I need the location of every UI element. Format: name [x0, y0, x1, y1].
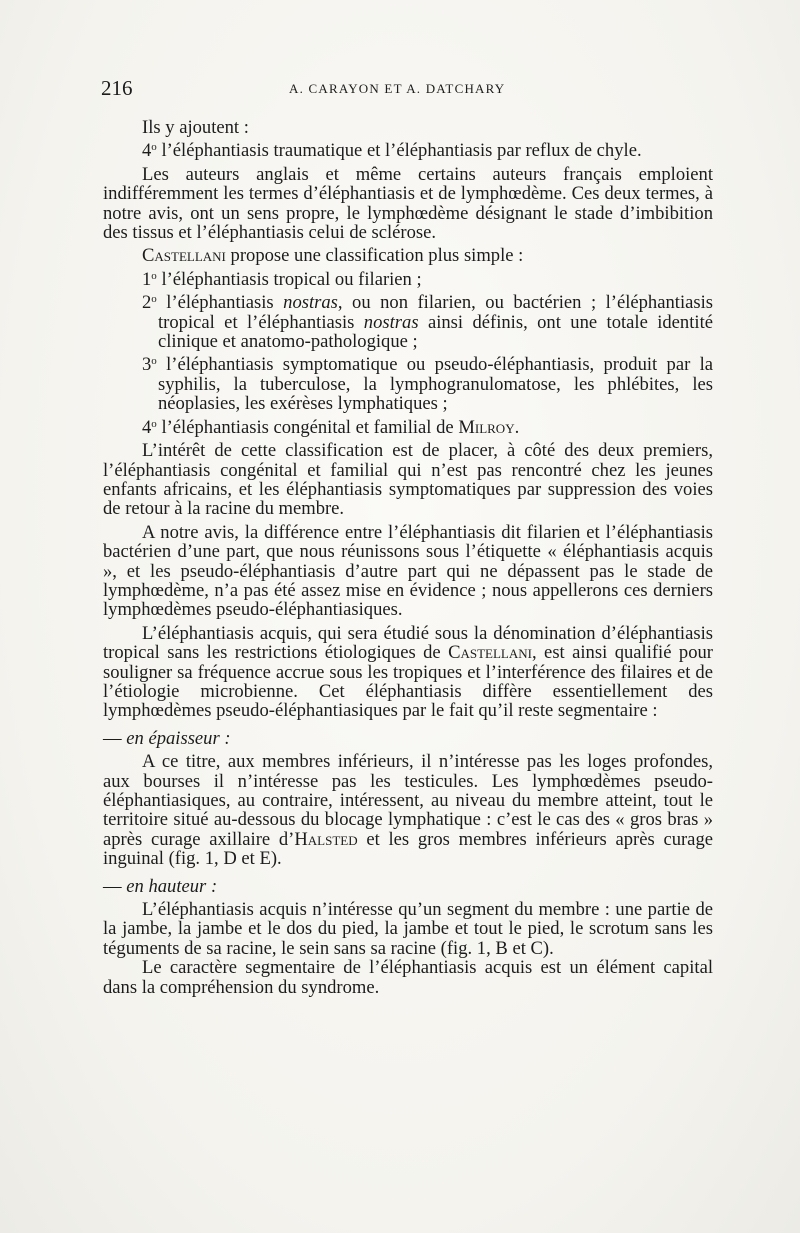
paragraph-conclusion: Le caractère segmentaire de l’éléphantiasis acquis est un élément capital dans la compréhension du syndrome.: [103, 957, 713, 998]
paragraph-terminology: Les auteurs anglais et même certains auteurs français emploient indifféremment les termes d’éléphantiasis et de lymphœdème. Ces deux termes, à notre avis, ont un sens propre, le lymphœdème désignant le stade d’imbibition des tissus et l’éléphantiasis celui de sclérose.: [103, 163, 713, 244]
paragraph-thickness: A ce titre, aux membres inférieurs, il n’intéresse pas les loges profondes, aux bourses il n’intéresse pas les testicules. Les lymphœdèmes pseudo-éléphantiasiques, au contraire, intéressent, au niveau du membre atteint, tout le territoire situé au-dessous du blocage lymphatique : c’est le cas des « gros bras » après curage axillaire d’Halsted et les gros membres inférieurs après curage inguinal (fig. 1, D et E).: [103, 751, 713, 870]
list-item-1: 1$^o$ l’éléphantiasis tropical ou filarien ;: [142, 268, 422, 290]
paragraph-opinion: A notre avis, la différence entre l’éléphantiasis dit filarien et l’éléphantiasis bactérien d’une part, que nous réunissons sous l’étiquette « éléphantiasis acquis », et les pseudo-éléphantiasis d’autre part qui ne dépassent pas le stade de lymphœdème, n’a pas été assez mise en évidence ; nous appellerons ces derniers lymphœdèmes pseudo-éléphantiasiques.: [103, 521, 713, 621]
author-name: Milroy: [458, 416, 515, 438]
list-item-4: 4$^o$ l’éléphantiasis congénital et familial de Milroy.: [142, 416, 520, 438]
list-item-3: 3$^o$ l’éléphantiasis symptomatique ou pseudo-éléphantiasis, produit par la syphilis, la tuberculose, la lymphogranulomatose, les phlébites, les néoplasies, les exérèses lymphatiques ;: [142, 354, 713, 415]
author-name: Castellani: [448, 642, 532, 664]
page-number: 216: [101, 76, 133, 100]
paragraph-height: L’éléphantiasis acquis n’intéresse qu’un segment du membre : une partie de la jambe, la jambe et le dos du pied, la jambe et tout le pied, le scrotum sans les téguments de sa racine, le sein sans sa racine (fig. 1, B et C).: [103, 899, 713, 959]
list-item-2: 2$^o$ l’éléphantiasis nostras, ou non filarien, ou bactérien ; l’éléphantiasis tropical et l’éléphantiasis nostras ainsi définis, ont une totale identité clinique et anatomo-pathologique ;: [142, 292, 713, 353]
paragraph-acquired: L’éléphantiasis acquis, qui sera étudié sous la dénomination d’éléphantiasis tropical sans les restrictions étiologiques de Castellani, est ainsi qualifié pour souligner sa fréquence accrue sous les tropiques et l’interférence des filaires et de l’étiologie microbienne. Cet éléphantiasis diffère essentiellement des lymphœdèmes pseudo-éléphantiasiques par le fait qu’il reste segmentaire :: [103, 622, 713, 722]
subheading-thickness: — en épaisseur :: [103, 727, 231, 749]
author-name: Halsted: [294, 828, 358, 850]
running-head: A. CARAYON ET A. DATCHARY: [289, 81, 506, 96]
author-name: Castellani: [142, 245, 226, 267]
page-header: [101, 76, 711, 102]
paragraph-intro: Ils y ajoutent :: [142, 117, 249, 138]
paragraph-castellani: Castellani propose une classification plus simple :: [142, 245, 524, 267]
subheading-height: — en hauteur :: [103, 875, 218, 897]
paragraph-interest: L’intérêt de cette classification est de placer, à côté des deux premiers, l’éléphantiasis congénital et familial qui n’est pas rencontré chez les jeunes enfants africains, et les éléphantiasis symptomatiques par suppression des voies de retour à la racine du membre.: [103, 440, 713, 520]
body-text: [103, 118, 713, 997]
list-item-traumatic: 4$^o$ l’éléphantiasis traumatique et l’éléphantiasis par reflux de chyle.: [142, 140, 642, 162]
